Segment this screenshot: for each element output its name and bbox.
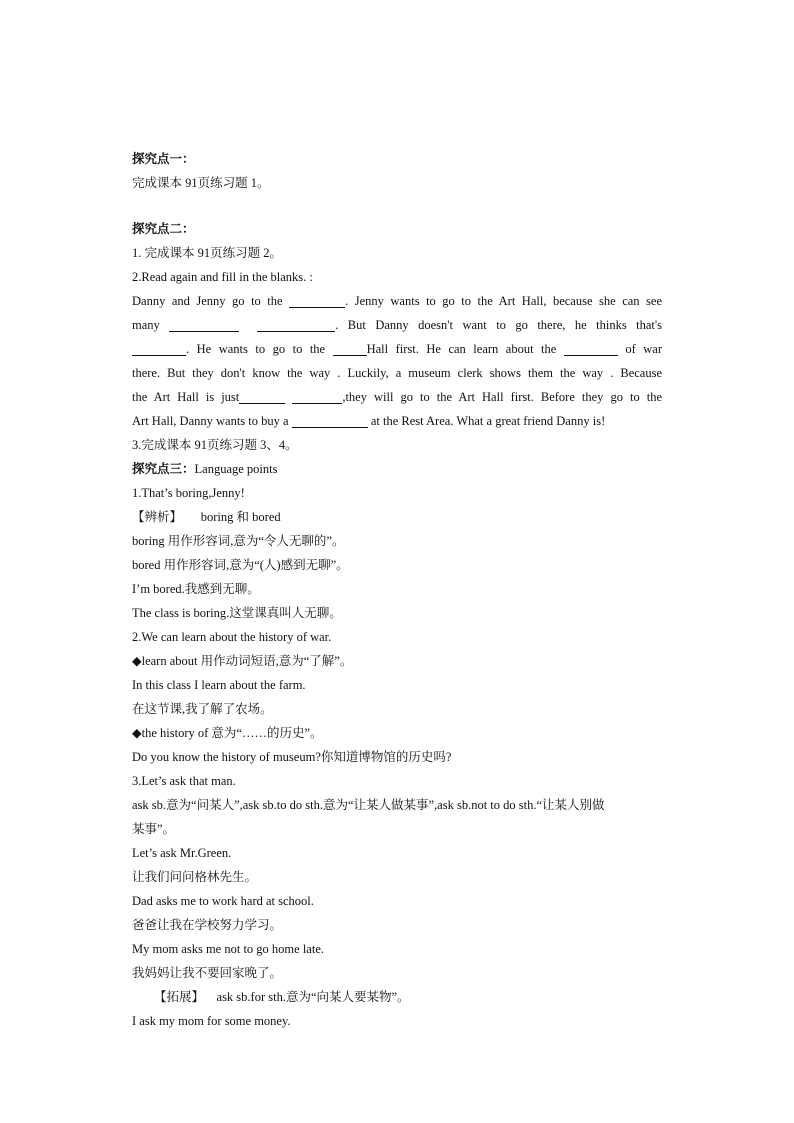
section1-heading: 探究点一： — [132, 152, 195, 166]
section2-heading: 探究点二： — [132, 222, 195, 236]
example-7: My mom asks me not to go home late. — [132, 942, 324, 956]
analysis-tag: 【辨析】 — [132, 510, 183, 524]
blank-5[interactable] — [333, 340, 367, 356]
bored-definition: bored 用作形容词,意为“(人)感到无聊”。 — [132, 558, 349, 572]
passage-text: Art Hall, Danny wants to buy a — [132, 414, 292, 428]
passage-text: the Art Hall is just — [132, 390, 240, 404]
section2-item1: 1. 完成课本 91页练习题 2。 — [132, 246, 283, 260]
history-of-definition: ◆the history of 意为“……的历史”。 — [132, 726, 323, 740]
example-8: I ask my mom for some money. — [132, 1014, 291, 1028]
ask-definition-2: 某事”。 — [132, 822, 176, 836]
worksheet-content — [132, 147, 662, 1033]
extension-line — [132, 985, 662, 1009]
blank-6[interactable] — [564, 340, 618, 356]
point-3: 3.Let’s ask that man. — [132, 774, 236, 788]
section3-heading-label: 探究点三： — [132, 462, 195, 476]
example-1: I’m bored.我感到无聊。 — [132, 582, 260, 596]
example-3: In this class I learn about the farm. — [132, 678, 306, 692]
passage-text: Hall first. He can learn about the — [366, 342, 564, 356]
section2-item2: 2.Read again and fill in the blanks. : — [132, 270, 313, 284]
passage-line-4: there. But they don't know the way . Luckily, a museum clerk shows them the way . Because — [132, 366, 662, 380]
extension-tag: 【拓展】 — [154, 990, 205, 1004]
passage-text: many — [132, 318, 170, 332]
passage-text: ,they will go to the Art Hall first. Before they go to the — [342, 390, 662, 404]
boring-definition: boring 用作形容词,意为“令人无聊的”。 — [132, 534, 345, 548]
learn-about-definition: ◆learn about 用作动词短语,意为“了解”。 — [132, 654, 353, 668]
blank-9[interactable] — [292, 412, 368, 428]
section2-item3: 3.完成课本 91页练习题 3、4。 — [132, 438, 298, 452]
section1-task: 完成课本 91页练习题 1。 — [132, 176, 270, 190]
analysis-text: boring 和 bored — [200, 510, 281, 524]
point-1: 1.That’s boring,Jenny! — [132, 486, 245, 500]
section3-heading-text: Language points — [194, 462, 278, 476]
blank-4[interactable] — [132, 340, 186, 356]
extension-text: ask sb.for sth.意为“向某人要某物”。 — [216, 990, 410, 1004]
example-2: The class is boring.这堂课真叫人无聊。 — [132, 606, 342, 620]
passage-text: Danny and Jenny go to the — [132, 294, 290, 308]
example-4: Do you know the history of museum?你知道博物馆的历史吗? — [132, 750, 452, 764]
example-5-translation: 让我们问问格林先生。 — [132, 870, 258, 884]
passage-text: at the Rest Area. What a great friend Danny is! — [367, 414, 606, 428]
blank-2[interactable] — [169, 316, 239, 332]
passage-line-2 — [132, 313, 662, 337]
point-2: 2.We can learn about the history of war. — [132, 630, 332, 644]
example-7-translation: 我妈妈让我不要回家晚了。 — [132, 966, 283, 980]
example-6-translation: 爸爸让我在学校努力学习。 — [132, 918, 283, 932]
blank-8[interactable] — [292, 388, 342, 404]
example-6: Dad asks me to work hard at school. — [132, 894, 314, 908]
passage-line-3 — [132, 337, 662, 361]
ask-definition-1: ask sb.意为“问某人”,ask sb.to do sth.意为“让某人做某事”,ask sb.not to do sth.“让某人别做 — [132, 798, 605, 812]
spacer — [132, 195, 662, 217]
section3-heading — [132, 457, 662, 481]
passage-text: . But Danny doesn't want to go there, he thinks that's — [335, 318, 662, 332]
analysis-line — [132, 505, 662, 529]
passage-line-6 — [132, 409, 662, 433]
passage-text: . Jenny wants to go to the Art Hall, because she can see — [345, 294, 663, 308]
example-3-translation: 在这节课,我了解了农场。 — [132, 702, 273, 716]
blank-3[interactable] — [257, 316, 335, 332]
blank-7[interactable] — [239, 388, 285, 404]
blank-1[interactable] — [289, 292, 345, 308]
passage-text: . He wants to go to the — [186, 342, 333, 356]
passage-line-1 — [132, 289, 662, 313]
example-5: Let’s ask Mr.Green. — [132, 846, 232, 860]
passage-text: of war — [617, 342, 662, 356]
passage-line-5 — [132, 385, 662, 409]
